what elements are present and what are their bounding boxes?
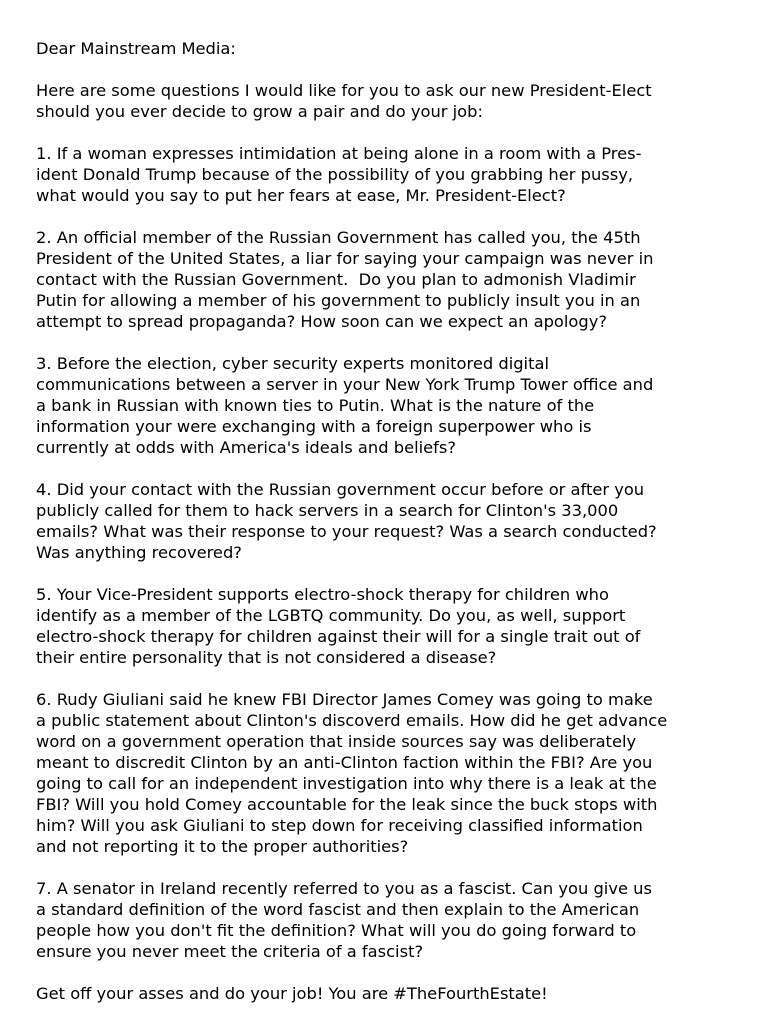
question-line: 4. Did your contact with the Russian government occur before or after you (36, 480, 645, 499)
question-line: Was anything recovered? (36, 543, 242, 562)
question-line: 7. A senator in Ireland recently referred to you as a fascist. Can you give us (36, 879, 652, 898)
question-line: ident Donald Trump because of the possibility of you grabbing her pussy, (36, 165, 634, 184)
question-line: 3. Before the election, cyber security experts monitored digital (36, 354, 549, 373)
question-line: word on a government operation that inside sources say was deliberately (36, 732, 637, 751)
question-line: and not reporting it to the proper authorities? (36, 837, 409, 856)
question-line: electro-shock therapy for children against their will for a single trait out of (36, 627, 641, 646)
salutation (36, 38, 756, 59)
question-line: publicly called for them to hack servers in a search for Clinton's 33,000 (36, 501, 619, 520)
question-2 (36, 227, 756, 332)
closing-text: Get off your asses and do your job! You are #TheFourthEstate! (36, 984, 548, 1003)
question-line: ensure you never meet the criteria of a fascist? (36, 942, 424, 961)
question-line: 2. An official member of the Russian Government has called you, the 45th (36, 228, 641, 247)
question-line: information your were exchanging with a foreign superpower who is (36, 417, 592, 436)
question-line: contact with the Russian Government. Do you plan to admonish Vladimir (36, 270, 636, 289)
intro-line: should you ever decide to grow a pair and do your job: (36, 102, 483, 121)
question-3 (36, 353, 756, 458)
question-line: a bank in Russian with known ties to Putin. What is the nature of the (36, 396, 595, 415)
question-line: FBI? Will you hold Comey accountable for the leak since the buck stops with (36, 795, 658, 814)
question-line: what would you say to put her fears at ease, Mr. President-Elect? (36, 186, 566, 205)
question-line: attempt to spread propaganda? How soon can we expect an apology? (36, 312, 607, 331)
question-line: communications between a server in your New York Trump Tower office and (36, 375, 654, 394)
question-line: going to call for an independent investigation into why there is a leak at the (36, 774, 657, 793)
question-line: emails? What was their response to your request? Was a search conducted? (36, 522, 657, 541)
intro-paragraph (36, 80, 756, 122)
question-line: 6. Rudy Giuliani said he knew FBI Director James Comey was going to make (36, 690, 653, 709)
question-line: him? Will you ask Giuliani to step down for receiving classified information (36, 816, 643, 835)
intro-line: Here are some questions I would like for you to ask our new President-Elect (36, 81, 652, 100)
question-line: President of the United States, a liar for saying your campaign was never in (36, 249, 654, 268)
question-line: a public statement about Clinton's discoverd emails. How did he get advance (36, 711, 668, 730)
question-line: identify as a member of the LGBTQ community. Do you, as well, support (36, 606, 626, 625)
question-line: currently at odds with America's ideals and beliefs? (36, 438, 457, 457)
question-line: people how you don't fit the definition? What will you do going forward to (36, 921, 637, 940)
question-line: their entire personality that is not considered a disease? (36, 648, 497, 667)
question-line: a standard definition of the word fascist and then explain to the American (36, 900, 640, 919)
question-5 (36, 584, 756, 668)
question-6 (36, 689, 756, 857)
salutation-line: Dear Mainstream Media: (36, 39, 236, 58)
question-line: meant to discredit Clinton by an anti-Clinton faction within the FBI? Are you (36, 753, 653, 772)
question-line: 5. Your Vice-President supports electro-shock therapy for children who (36, 585, 609, 604)
question-line: Putin for allowing a member of his government to publicly insult you in an (36, 291, 641, 310)
closing-line (36, 983, 756, 1004)
question-7 (36, 878, 756, 962)
question-4 (36, 479, 756, 563)
question-line: 1. If a woman expresses intimidation at being alone in a room with a Pres- (36, 144, 642, 163)
letter-document (36, 38, 756, 1025)
question-1 (36, 143, 756, 206)
